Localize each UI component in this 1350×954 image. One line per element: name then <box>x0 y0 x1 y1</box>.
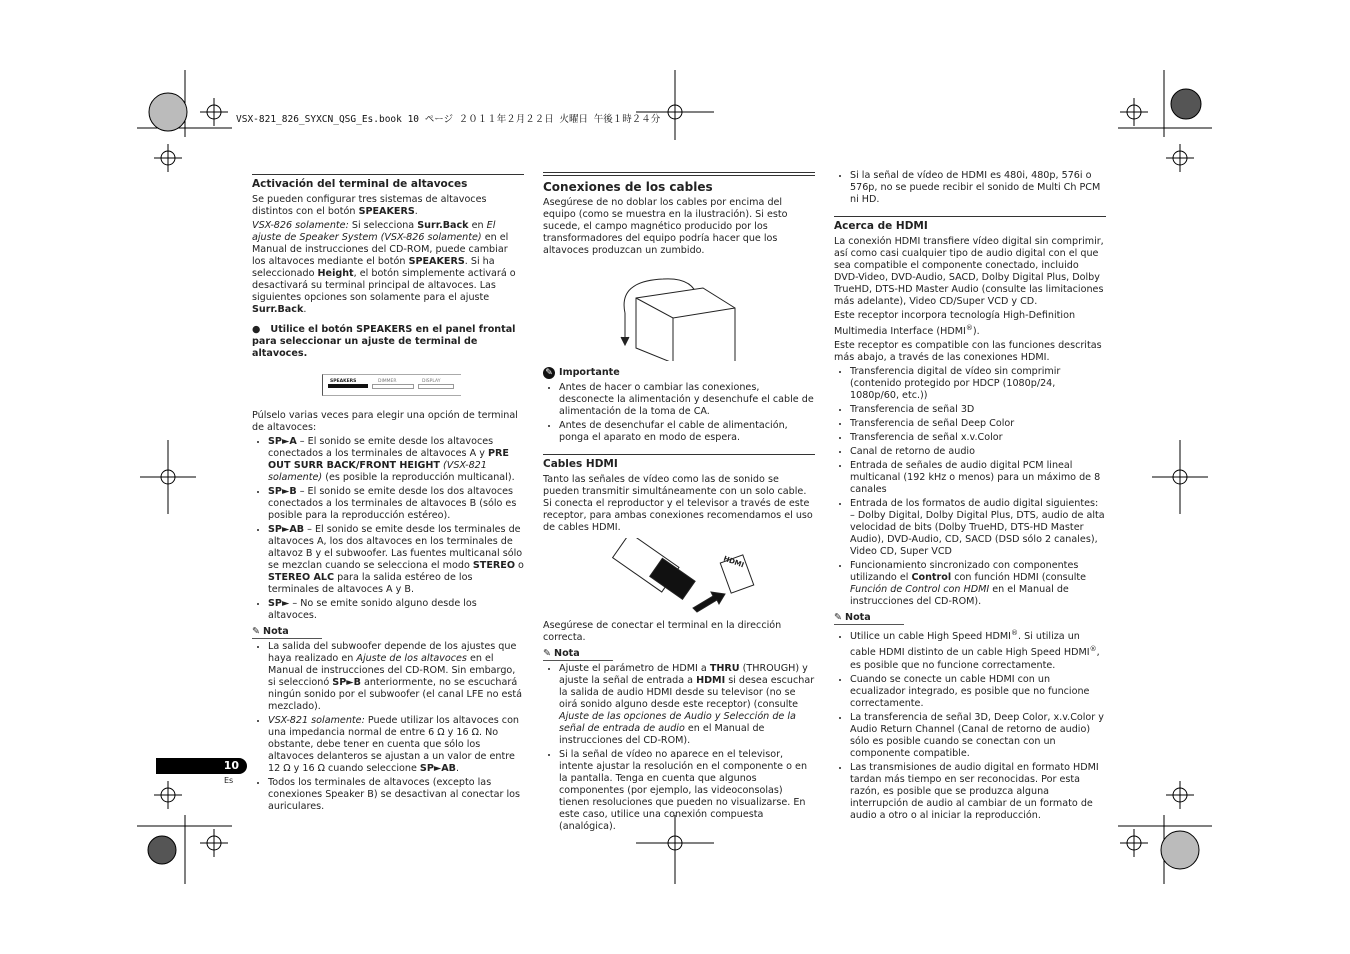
feature-list <box>834 366 1106 608</box>
book-header: VSX-821_826_SYXCN_QSG_Es.book 10 ページ ２０１１年２月２２日 火曜日 午後１時２４分 <box>236 114 661 125</box>
list-item: • Las transmisiones de audio digital en formato HDMI tardan más tiempo en ser reconocidas. Por esta razón, es posible que se produzca alguna interrupción de audio al cambiar de un formato de audio a otro o al iniciar la reproducción. <box>850 762 1106 822</box>
paragraph: Este receptor es compatible con las funciones descritas más abajo, a través de las conexiones HDMI. <box>834 340 1102 364</box>
hdmi-plug-drawing <box>543 538 815 616</box>
column-speakers <box>252 174 524 815</box>
list-item: • La salida del subwoofer depende de los ajustes que haya realizado en Ajuste de los altavoces en el Manual de instrucciones del CD-ROM. Sin embargo, si seleccionó SP►B anteriormente, no se escuchará ningún sonido por el subwoofer (el canal LFE no está mezclado). <box>268 641 524 713</box>
pencil-icon: ✎ <box>252 626 261 637</box>
paragraph: Tanto las señales de vídeo como las de sonido se pueden transmitir simultáneamente con un solo cable. Si conecta el reproductor y el televisor a través de este receptor, para ambas conexiones recomendamos el uso de cables HDMI. <box>543 474 813 533</box>
list-item: • Todos los terminales de altavoces (excepto las conexiones Speaker B) se desactivan al conectar los auriculares. <box>268 777 524 813</box>
speaker-options <box>252 436 524 622</box>
receiver-cable-illustration <box>543 263 815 361</box>
hdmi-connector-illustration: HDMI <box>543 538 815 616</box>
important-list <box>543 382 815 444</box>
list-item: • SP►B – El sonido se emite desde los dos altavoces conectados a los terminales de altavoces B (sólo es posible para la reproducción estéreo). <box>268 486 524 522</box>
notes-list <box>834 627 1106 821</box>
list-item: • Transferencia digital de vídeo sin comprimir (contenido protegido por HDCP (1080p/24, 1080p/60, etc.)) <box>850 366 1106 402</box>
note-heading: ✎ Nota <box>543 648 613 661</box>
list-item: • SP► – No se emite sonido alguno desde los altavoces. <box>268 598 524 622</box>
list-item: • Entrada de los formatos de audio digital siguientes: – Dolby Digital, Dolby Digital Plus, DTS, audio de alta velocidad de bits (Dolby TrueHD, DTS-HD Master Audio), DVD-Audio, CD, SACD (DSD sólo 2 canales), Video CD, Super VCD <box>850 498 1106 558</box>
front-panel-illustration: SPEAKERS DIMMER DISPLAY <box>252 366 524 406</box>
paragraph: Este receptor incorpora tecnología High-Definition Multimedia Interface (HDMI®). <box>834 310 1076 338</box>
paragraph: Púlselo varias veces para elegir una opción de terminal de altavoces: <box>252 410 518 433</box>
notes-list <box>252 641 524 813</box>
speakers-button <box>328 384 368 388</box>
section-title: Cables HDMI <box>543 458 618 470</box>
list-item: • Transferencia de señal 3D <box>850 404 1106 416</box>
step-instruction: ● Utilice el botón SPEAKERS en el panel frontal para seleccionar un ajuste de terminal de altavoces. <box>252 324 516 359</box>
list-item: • Si la señal de vídeo de HDMI es 480i, 480p, 576i o 576p, no se puede recibir el sonido de Multi Ch PCM ni HD. <box>850 170 1106 206</box>
paragraph: Asegúrese de conectar el terminal en la dirección correcta. <box>543 620 782 643</box>
list-item: • Cuando se conecte un cable HDMI con un ecualizador integrado, es posible que no funcione correctamente. <box>850 674 1106 710</box>
list-item: • Canal de retorno de audio <box>850 446 1106 458</box>
note-heading: ✎ Nota <box>834 612 904 625</box>
note-heading: ✎ Nota <box>252 626 322 639</box>
list-item: • Funcionamiento sincronizado con componentes utilizando el Control con función HDMI (consulte Función de Control con HDMI en el Manual de instrucciones del CD-ROM). <box>850 560 1106 608</box>
section-title: Conexiones de los cables <box>543 180 713 194</box>
section-title: Activación del terminal de altavoces <box>252 178 468 190</box>
pencil-icon: ✎ <box>834 612 843 624</box>
section-title: Acerca de HDMI <box>834 220 928 232</box>
list-item: • Entrada de señales de audio digital PCM lineal multicanal (192 kHz o menos) para un máximo de 8 canales <box>850 460 1106 496</box>
list-item: • Ajuste el parámetro de HDMI a THRU (THROUGH) y ajuste la señal de entrada a HDMI si desea escuchar la salida de audio HDMI desde su televisor (no se oirá sonido alguno desde este receptor) (consulte Ajuste de las opciones de Audio y Selección de la señal de entrada de audio en el Manual de instrucciones del CD-ROM). <box>559 663 815 747</box>
top-list <box>834 170 1106 206</box>
pencil-icon: ✎ <box>543 648 552 659</box>
warning-icon: ✎ <box>543 367 555 379</box>
important-heading: ✎ Importante <box>543 367 815 379</box>
list-item: • La transferencia de señal 3D, Deep Color, x.v.Color y Audio Return Channel (Canal de retorno de audio) sólo es posible cuando se conectan con un componente compatible. <box>850 712 1106 760</box>
dimmer-button <box>372 384 414 389</box>
language-code: Es <box>224 776 234 785</box>
list-item: • Antes de desenchufar el cable de alimentación, ponga el aparato en modo de espera. <box>559 420 815 444</box>
list-item: • Antes de hacer o cambiar las conexiones, desconecte la alimentación y desenchufe el cable de alimentación de la toma de CA. <box>559 382 815 418</box>
list-item: • Transferencia de señal x.v.Color <box>850 432 1106 444</box>
list-item: • SP►A – El sonido se emite desde los altavoces conectados a los terminales de altavoces A y PRE OUT SURR BACK/FRONT HEIGHT (VSX-821 solamente) (es posible la reproducción multicanal). <box>268 436 524 484</box>
list-item: • VSX-821 solamente: Puede utilizar los altavoces con una impedancia normal de entre 6 Ω y 16 Ω. No obstante, debe tener en cuenta que sólo los altavoces delanteros se ajustan a un valor de entre 12 Ω y 16 Ω cuando seleccione SP►AB. <box>268 715 524 775</box>
column-cables <box>543 172 815 835</box>
list-item: • Si la señal de vídeo no aparece en el televisor, intente ajustar la resolución en el componente o en la pantalla. Tenga en cuenta que algunos componentes (por ejemplo, las videoconsolas) tienen resoluciones que pueden no visualizarse. En este caso, utilice una conexión compuesta (analógica). <box>559 749 815 833</box>
paragraph: La conexión HDMI transfiere vídeo digital sin comprimir, así como casi cualquier tipo de audio digital con el que sea compatible el componente conectado, incluido DVD-Video, DVD-Audio, SACD, Dolby Digital Plus, Dolby TrueHD, DTS-HD Master Audio (consulte las limitaciones más adelante), Video CD/Super VCD y CD. <box>834 236 1104 307</box>
list-item: • Utilice un cable High Speed HDMI®. Si utiliza un cable HDMI distinto de un cable High Speed HDMI®, es posible que no funcione correctamente. <box>850 627 1106 671</box>
formats-list: – Dolby Digital, Dolby Digital Plus, DTS, audio de alta velocidad de bits (Dolby TrueHD, DTS-HD Master Audio), DVD-Audio, CD, SACD (DSD sólo 2 canales), Video CD, Super VCD <box>850 510 1105 558</box>
paragraph: VSX-826 solamente: Si selecciona Surr.Back en El ajuste de Speaker System (VSX-826 solamente) en el Manual de instrucciones del CD-ROM, puede cambiar los altavoces mediante el botón SPEAKERS. Si ha seleccionado Height, el botón simplemente activará o desactivará su terminal principal de altavoces. Las siguientes opciones son solamente para el ajuste Surr.Back. <box>252 220 516 315</box>
notes-list <box>543 663 815 833</box>
display-button <box>418 384 454 389</box>
list-item: • SP►AB – El sonido se emite desde los terminales de altavoces A, los dos altavoces en los terminales de altavoz B y el subwoofer. Las fuentes multicanal sólo se mezclan cuando se selecciona el modo STEREO o STEREO ALC para la salida estéreo de los terminales de altavoces A y B. <box>268 524 524 596</box>
list-item: • Transferencia de señal Deep Color <box>850 418 1106 430</box>
column-about-hdmi <box>834 170 1106 824</box>
paragraph: Se pueden configurar tres sistemas de altavoces distintos con el botón SPEAKERS. <box>252 194 487 217</box>
paragraph: Asegúrese de no doblar los cables por encima del equipo (como se muestra en la ilustración). Si esto sucede, el campo magnético producido por los transformadores del equipo podría hacer que los altavoces produzcan un zumbido. <box>543 197 788 256</box>
page-number: 10 <box>156 758 247 774</box>
